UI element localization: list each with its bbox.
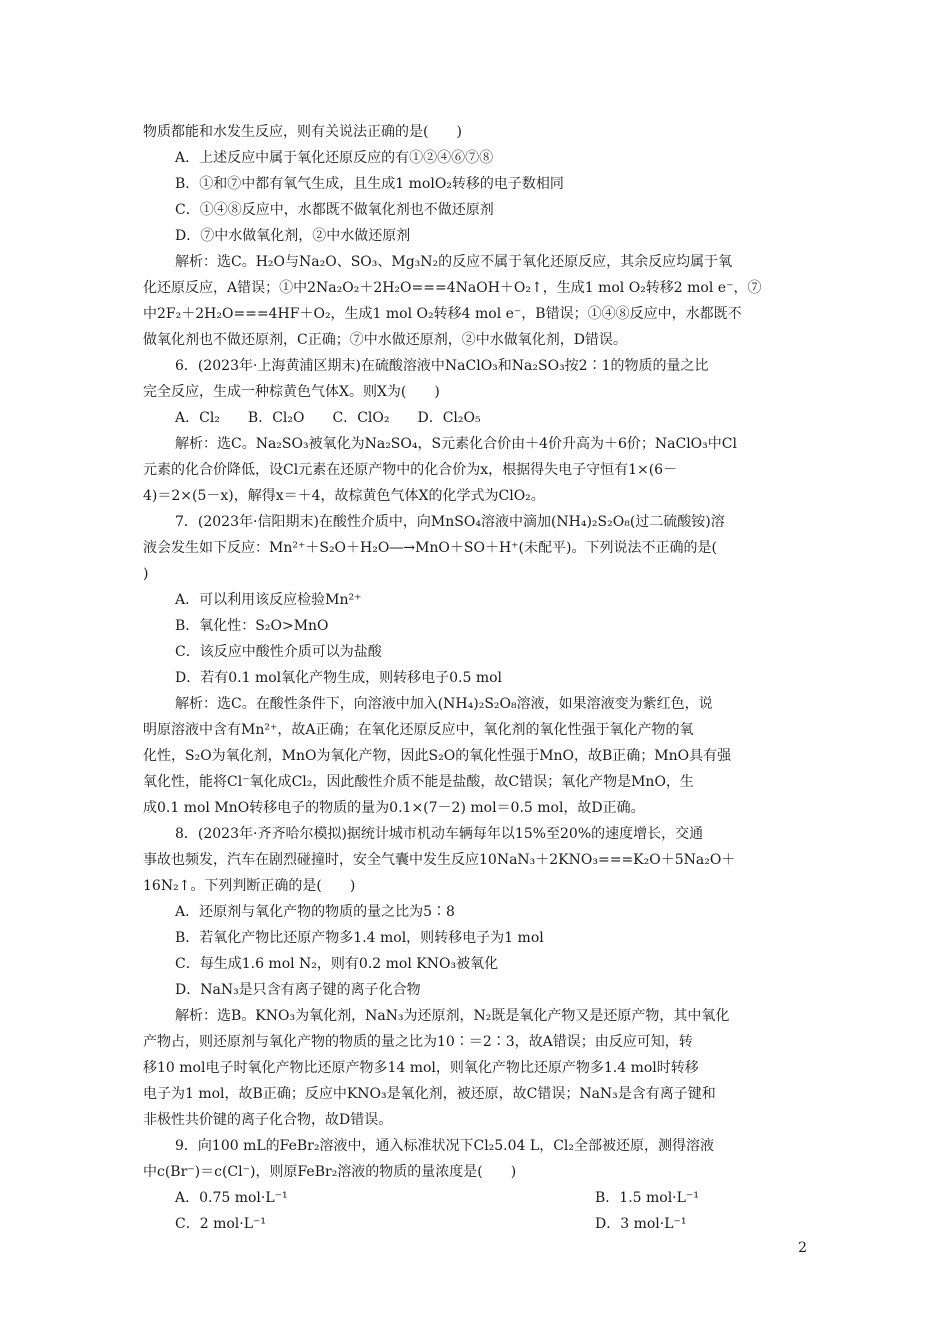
text-line: B．氧化性：S₂O>MnO: [175, 618, 329, 634]
text-line: 事故也频发，汽车在剧烈碰撞时，安全气囊中发生反应10NaN₃＋2KNO₃===K₂O＋5Na₂O＋: [143, 852, 736, 868]
option-left: C．2 mol·L⁻¹: [175, 1216, 266, 1232]
text-line: D．NaN₃是只含有离子键的离子化合物: [175, 982, 421, 998]
text-line: 成0.1 mol MnO转移电子的物质的量为0.1×(7－2) mol＝0.5 mol，故D正确。: [143, 800, 645, 816]
text-line: 解析：选B。KNO₃为氧化剂，NaN₃为还原剂，N₂既是氧化产物又是还原产物，其中氧化: [175, 1008, 730, 1024]
text-line: 完全反应，生成一种棕黄色气体X。则X为( ): [143, 384, 440, 400]
text-line: 电子为1 mol，故B正确；反应中KNO₃是氧化剂，被还原，故C错误；NaN₃是含有离子键和: [143, 1086, 716, 1102]
option-row: [143, 1211, 807, 1237]
text-line: 解析：选C。在酸性条件下，向溶液中加入(NH₄)₂S₂O₈溶液，如果溶液变为紫红色，说: [175, 696, 713, 712]
text-line: D．⑦中水做氧化剂，②中水做还原剂: [175, 228, 411, 244]
text-line: 物质都能和水发生反应，则有关说法正确的是( ): [143, 124, 462, 140]
text-line: 16N₂↑。下列判断正确的是( ): [143, 878, 356, 894]
text-line: B．①和⑦中都有氧气生成，且生成1 molO₂转移的电子数相同: [175, 176, 564, 192]
option-row: [143, 1185, 807, 1211]
text-line: 移10 mol电子时氧化产物比还原产物多14 mol，则氧化产物比还原产物多1.4 mol时转移: [143, 1060, 699, 1076]
text-line: A．上述反应中属于氧化还原反应的有①②④⑥⑦⑧: [175, 150, 494, 166]
text-line: 7．(2023年·信阳期末)在酸性介质中，向MnSO₄溶液中滴加(NH₄)₂S₂O₈(过二硫酸铵)溶: [175, 514, 725, 530]
text-line: 解析：选C。H₂O与Na₂O、SO₃、Mg₃N₂的反应不属于氧化还原反应，其余反应均属于氧: [175, 254, 733, 270]
text-line: 元素的化合价降低，设Cl元素在还原产物中的化合价为x，根据得失电子守恒有1×(6－: [143, 462, 678, 478]
text-line: 做氧化剂也不做还原剂，C正确；⑦中水做还原剂，②中水做氧化剂，D错误。: [143, 332, 627, 348]
text-line: 中2F₂＋2H₂O===4HF＋O₂，生成1 mol O₂转移4 mol e⁻，B错误；①④⑧反应中，水都既不: [143, 306, 742, 322]
document-body: [143, 119, 807, 1237]
text-line: B．若氧化产物比还原产物多1.4 mol，则转移电子为1 mol: [175, 930, 544, 946]
text-line: 液会发生如下反应：Mn²⁺＋S₂O＋H₂O―→MnO＋SO＋H⁺(未配平)。下列说法不正确的是(: [143, 540, 717, 556]
text-line: 4)＝2×(5－x)，解得x＝＋4，故棕黄色气体X的化学式为ClO₂。: [143, 488, 545, 504]
text-line: 8．(2023年·齐齐哈尔模拟)据统计城市机动车辆每年以15%至20%的速度增长，交通: [175, 826, 704, 842]
text-line: D．若有0.1 mol氧化产物生成，则转移电子0.5 mol: [175, 670, 503, 686]
text-line: C．①④⑧反应中，水都既不做氧化剂也不做还原剂: [175, 202, 494, 218]
text-line: 解析：选C。Na₂SO₃被氧化为Na₂SO₄，S元素化合价由＋4价升高为＋6价；NaClO₃中Cl: [175, 436, 737, 452]
page-number: 2: [798, 1240, 807, 1256]
text-line: 氧化性，能将Cl⁻氧化成Cl₂，因此酸性介质不能是盐酸，故C错误；氧化产物是MnO，生: [143, 774, 694, 790]
text-line: A．还原剂与氧化产物的物质的量之比为5∶8: [175, 904, 455, 920]
option-right: B．1.5 mol·L⁻¹: [595, 1190, 699, 1206]
text-line: 中c(Br⁻)＝c(Cl⁻)，则原FeBr₂溶液的物质的量浓度是( ): [143, 1164, 517, 1180]
text-line: 化性，S₂O为氧化剂，MnO为氧化产物，因此S₂O的氧化性强于MnO，故B正确；MnO具有强: [143, 748, 732, 764]
text-line: ): [143, 566, 149, 582]
text-line: C．每生成1.6 mol N₂，则有0.2 mol KNO₃被氧化: [175, 956, 499, 972]
text-line: 非极性共价键的离子化合物，故D错误。: [143, 1112, 393, 1128]
text-line: 产物占，则还原剂与氧化产物的物质的量之比为10∶＝2∶3，故A错误；由反应可知，转: [143, 1034, 693, 1050]
text-line: A．Cl₂ B．Cl₂O C．ClO₂ D．Cl₂O₅: [175, 410, 481, 426]
text-line: 化还原反应，A错误；①中2Na₂O₂＋2H₂O===4NaOH＋O₂↑，生成1 mol O₂转移2 mol e⁻，⑦: [143, 280, 762, 296]
option-left: A．0.75 mol·L⁻¹: [175, 1190, 288, 1206]
option-right: D．3 mol·L⁻¹: [595, 1216, 687, 1232]
text-line: A．可以利用该反应检验Mn²⁺: [175, 592, 362, 608]
text-line: 9．向100 mL的FeBr₂溶液中，通入标准状况下Cl₂5.04 L，Cl₂全部被还原，测得溶液: [175, 1138, 714, 1154]
text-line: 明原溶液中含有Mn²⁺，故A正确；在氧化还原反应中，氧化剂的氧化性强于氧化产物的氧: [143, 722, 694, 738]
text-line: C．该反应中酸性介质可以为盐酸: [175, 644, 382, 660]
text-line: 6．(2023年·上海黄浦区期末)在硫酸溶液中NaClO₃和Na₂SO₃按2∶1的物质的量之比: [175, 358, 709, 374]
